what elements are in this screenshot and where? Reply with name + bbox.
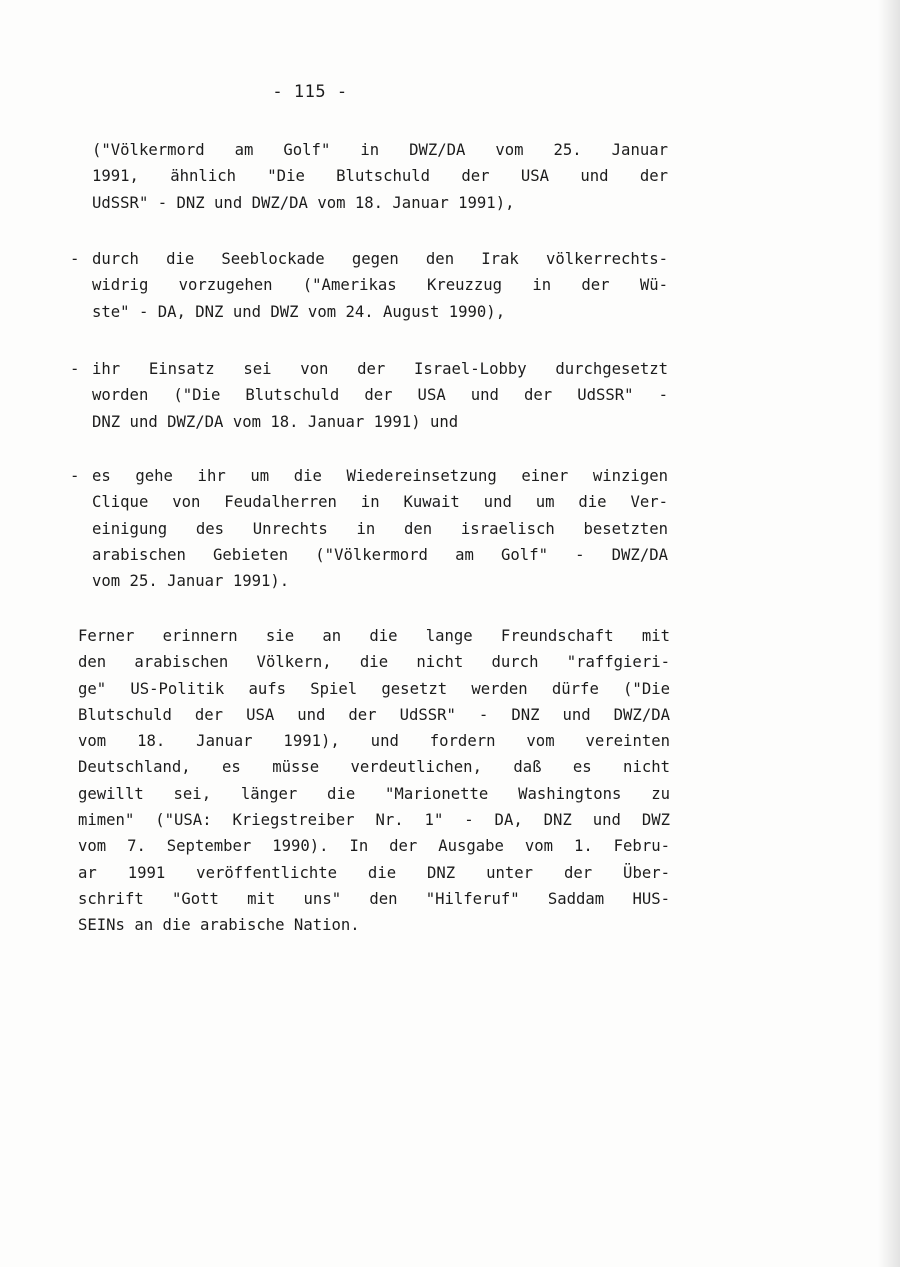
text-line: Deutschland, es müsse verdeutlichen, daß es nicht xyxy=(78,758,670,777)
text-line: ar 1991 veröffentlichte die DNZ unter der Über- xyxy=(78,863,670,882)
bullet-dash: - xyxy=(70,250,80,268)
bullet-item xyxy=(70,356,668,435)
body-paragraph xyxy=(78,623,670,939)
continuation-block xyxy=(92,137,668,216)
text-line: vom 7. September 1990). In der Ausgabe vom 1. Febru- xyxy=(78,837,670,856)
text-line: es gehe ihr um die Wiedereinsetzung einer winzigen xyxy=(92,467,668,485)
text-line: Blutschuld der USA und der UdSSR" - DNZ und DWZ/DA xyxy=(78,705,670,724)
bullet-item xyxy=(70,463,668,594)
page-number: - 115 - xyxy=(272,82,348,102)
text-line: einigung des Unrechts in den israelisch besetzten xyxy=(92,519,668,538)
text-line: ste" - DA, DNZ und DWZ vom 24. August 1990), xyxy=(92,302,506,321)
text-line: worden ("Die Blutschuld der USA und der UdSSR" - xyxy=(92,386,668,405)
bullet-dash: - xyxy=(70,360,80,378)
text-line: durch die Seeblockade gegen den Irak völkerrechts- xyxy=(92,250,668,268)
text-line: arabischen Gebieten ("Völkermord am Golf" - DWZ/DA xyxy=(92,545,668,564)
text-line: DNZ und DWZ/DA vom 18. Januar 1991) und xyxy=(92,412,459,431)
text-line: den arabischen Völkern, die nicht durch "raffgieri- xyxy=(78,653,670,672)
text-line: UdSSR" - DNZ und DWZ/DA vom 18. Januar 1991), xyxy=(92,193,515,212)
bullet-dash: - xyxy=(70,467,80,485)
text-line: Ferner erinnern sie an die lange Freundschaft mit xyxy=(78,627,670,645)
text-line: schrift "Gott mit uns" den "Hilferuf" Saddam HUS- xyxy=(78,889,670,908)
text-line: Clique von Feudalherren in Kuwait und um die Ver- xyxy=(92,493,668,512)
scan-edge-shadow xyxy=(878,0,900,1267)
text-line: mimen" ("USA: Kriegstreiber Nr. 1" - DA, DNZ und DWZ xyxy=(78,811,670,830)
bullet-item xyxy=(70,246,668,325)
text-line: SEINs an die arabische Nation. xyxy=(78,916,360,935)
text-line: gewillt sei, länger die "Marionette Washingtons zu xyxy=(78,784,670,803)
text-line: vom 25. Januar 1991). xyxy=(92,572,290,591)
text-line: widrig vorzugehen ("Amerikas Kreuzzug in der Wü- xyxy=(92,276,668,295)
text-line: 1991, ähnlich "Die Blutschuld der USA und der xyxy=(92,167,668,186)
text-line: ("Völkermord am Golf" in DWZ/DA vom 25. Januar xyxy=(92,141,668,159)
text-line: ihr Einsatz sei von der Israel-Lobby durchgesetzt xyxy=(92,360,668,378)
text-line: ge" US-Politik aufs Spiel gesetzt werden dürfe ("Die xyxy=(78,679,670,698)
text-line: vom 18. Januar 1991), und fordern vom vereinten xyxy=(78,732,670,751)
